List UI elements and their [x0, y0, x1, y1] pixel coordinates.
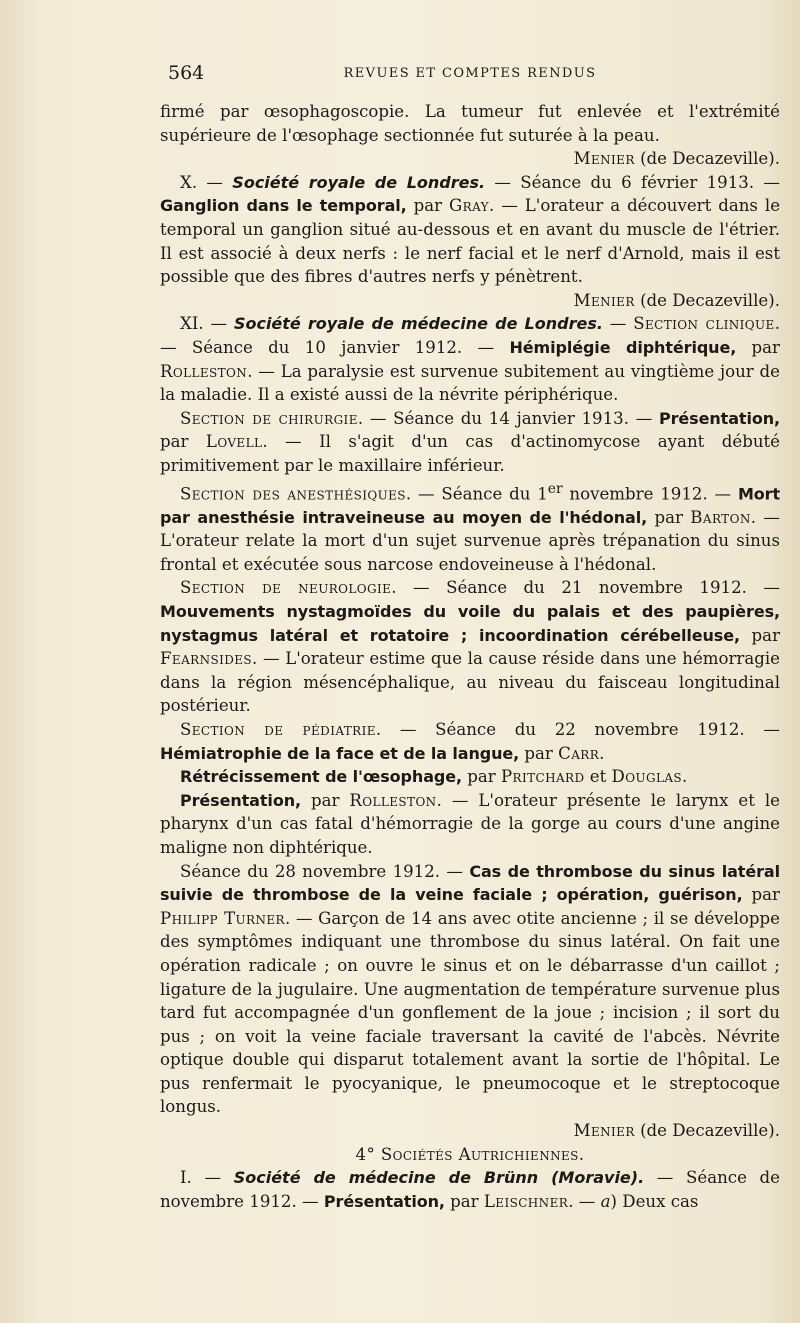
signature: [160, 147, 780, 171]
society-name: Société de médecine de Brünn (Moravie).: [233, 1168, 645, 1188]
paragraph-text: par: [461, 767, 501, 787]
author-name: Rolleston: [349, 790, 437, 810]
author-name: Pritchard: [500, 767, 585, 787]
paragraph-text: et: [584, 767, 612, 787]
paragraph-leischner: [160, 1166, 780, 1213]
paragraph-continuation: [160, 100, 780, 147]
paragraph-presentation: [160, 789, 780, 860]
author-name: Barton: [690, 507, 751, 527]
section-name: Section des anesthésiques: [180, 484, 406, 504]
paragraph-text: . — Séance du 14 janvier 1913. —: [357, 408, 660, 428]
paragraph-text: firmé par œsophagoscopie. La tumeur fut enlevée et l'extrémité supérieure de l'œsophage sectionnée fut suturée à la peau.: [160, 102, 780, 145]
superscript: er: [547, 480, 563, 497]
paragraph-carr: [160, 718, 780, 765]
paragraph-text: . — Séance du 1: [405, 484, 548, 504]
section-name: Section de chirurgie: [180, 408, 358, 428]
paragraph-text: par: [160, 432, 206, 452]
paragraph-turner: [160, 860, 780, 1120]
signature-name: Menier: [573, 149, 635, 169]
paragraph-text: —: [602, 314, 634, 334]
author-name: Leischner: [483, 1191, 569, 1211]
section-heading-text: 4° Sociétés Autrichiennes.: [355, 1144, 585, 1164]
paragraph-pritchard: [160, 765, 780, 789]
article-title: Mouvements nystagmoïdes du voile du palais et des paupières, nystagmus latéral et rotatoire ; incoordination cérébelleuse,: [160, 602, 780, 645]
paragraph-text: .: [682, 767, 688, 787]
article-title: Hémiatrophie de la face et de la langue,: [160, 743, 520, 763]
paragraph-text: . — Séance du 22 novembre 1912. —: [375, 719, 780, 739]
list-marker: a: [600, 1191, 611, 1211]
paragraph-text: — Séance du 6 février 1913. —: [485, 172, 780, 192]
author-name: Douglas: [611, 767, 683, 787]
paragraph-rolleston: [160, 312, 780, 406]
paragraph-text: par: [300, 790, 350, 810]
paragraph-text: — Séance de novembre 1912. —: [160, 1168, 780, 1211]
paragraph-text: . — L'orateur a découvert dans le temporal un ganglion situé au-dessous et en avant du muscle de l'étrier. Il est associé à deux nerfs : le nerf facial et le nerf d'Arnold, mais il est possible que des fibres d'autres nerfs y pénètrent.: [160, 196, 781, 287]
paragraph-text: .: [599, 743, 605, 763]
paragraph-text: . — La paralysie est survenue subitement au vingtième jour de la maladie. Il a existé aussi de la névrite périphérique.: [160, 361, 780, 405]
paragraph-text: . — L'orateur relate la mort d'un sujet survenue après trépanation du sinus frontal et exécutée sous narcose endoveineuse à l'hédonal.: [160, 507, 780, 574]
article-title: Cas de thrombose du sinus latéral suivie de thrombose de la veine faciale ; opération, guérison,: [160, 861, 780, 905]
paragraph-text: ) Deux cas: [610, 1191, 699, 1211]
article-title: Présentation,: [323, 1191, 445, 1211]
paragraph-lovell: [160, 407, 780, 478]
running-title: REVUES ET COMPTES RENDUS: [343, 66, 597, 81]
paragraph-text: Séance du 28 novembre 1912. —: [180, 861, 470, 881]
item-number: XI. —: [180, 314, 234, 334]
paragraph-text: par: [742, 885, 780, 905]
paragraph-text: . — Il s'agit d'un cas d'actinomycose ayant débuté primitivement par le maxillaire inférieur.: [160, 432, 780, 475]
page-number: 564: [168, 62, 205, 84]
section-name: Section de neurologie: [180, 578, 392, 598]
paragraph-fearnsides: [160, 576, 780, 718]
paragraph-text: . — Séance du 10 janvier 1912. —: [160, 314, 780, 357]
society-name: Société royale de médecine de Londres.: [233, 314, 603, 334]
paragraph-text: par: [519, 743, 559, 763]
item-number: I. —: [180, 1168, 234, 1188]
signature-place: (de Decazeville).: [640, 149, 780, 169]
item-number: X. —: [180, 172, 233, 192]
section-name: Section de pédiatrie: [180, 719, 376, 739]
signature-name: Menier: [573, 1121, 635, 1141]
section-heading: [160, 1143, 780, 1167]
article-title: Mort par anesthésie intraveineuse au moyen de l'hédonal,: [160, 484, 781, 527]
paragraph-text: novembre 1912. —: [562, 484, 738, 504]
paragraph-gray: [160, 171, 780, 289]
section-name: Section clinique: [633, 314, 775, 334]
paragraph-text: . — Garçon de 14 ans avec otite ancienne ; il se développe des symptômes indiquant une thrombose du sinus latéral. On fait une opération radicale ; on ouvre le sinus et on le débarrasse d'un caillot ; ligature de la jugulaire. Une augmentation de température survenue plus tard fut accompagnée d'un gonflement de la joue ; incision ; il sort du pus ; on voit la veine faciale traversant la cavité de l'abcès. Névrite optique double qui disparut totalement avant la sortie de l'hôpital. Le pus renfermait le pyocyanique, le pneumocoque et le streptocoque longus.: [160, 908, 780, 1117]
paragraph-text: par: [444, 1191, 484, 1211]
paragraph-text: . —: [568, 1191, 601, 1211]
paragraph-text: . — L'orateur estime que la cause réside dans une hémorragie dans la région mésencéphalique, au niveau du faisceau longitudinal postérieur.: [160, 649, 780, 716]
paragraph-text: . — L'orateur présente le larynx et le pharynx d'un cas fatal d'hémorragie de la gorge au cours d'une angine maligne non diphtérique.: [160, 790, 780, 857]
signature: [160, 289, 780, 313]
body-text: [160, 100, 780, 1213]
article-title: Rétrécissement de l'œsophage,: [180, 767, 462, 787]
paragraph-text: . — Séance du 21 novembre 1912. —: [391, 578, 780, 598]
author-name: Rolleston: [160, 361, 248, 381]
author-name: Gray: [449, 196, 489, 216]
signature-name: Menier: [573, 290, 635, 310]
society-name: Société royale de Londres.: [232, 172, 486, 192]
signature: [160, 1119, 780, 1143]
article-title: Ganglion dans le temporal,: [160, 196, 407, 216]
article-title: Présentation,: [659, 408, 780, 428]
paragraph-text: par: [406, 196, 449, 216]
paragraph-text: par: [739, 625, 780, 645]
author-name: Fearnsides: [160, 649, 253, 669]
author-name: Philipp Turner: [160, 908, 285, 928]
article-title: Présentation,: [180, 790, 301, 810]
author-name: Carr: [558, 743, 600, 763]
paragraph-barton: [160, 478, 780, 577]
signature-place: (de Decazeville).: [640, 290, 780, 310]
article-title: Hémiplégie diphtérique,: [509, 337, 737, 357]
page-header: [160, 62, 780, 92]
paragraph-text: par: [647, 507, 691, 527]
author-name: Lovell: [205, 432, 263, 452]
signature-place: (de Decazeville).: [640, 1121, 780, 1141]
paragraph-text: par: [736, 337, 780, 357]
